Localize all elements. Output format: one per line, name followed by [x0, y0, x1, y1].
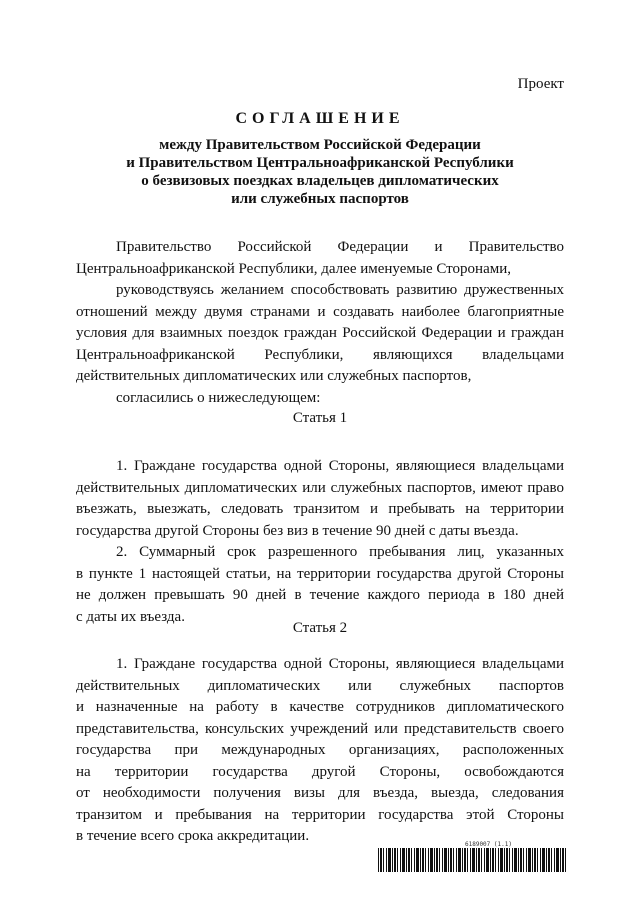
preamble [76, 237, 564, 409]
text-line: не должен превышать 90 дней в течение каждого периода в 180 дней [76, 587, 564, 603]
text-line: 1. Граждане государства одной Стороны, являющиеся владельцами [116, 458, 564, 474]
text-line: транзитом и пребывания на территории государства этой Стороны [76, 806, 564, 823]
text-line: от необходимости получения визы для въезда, выезда, следования [76, 785, 564, 801]
text-line: с даты их въезда. [76, 608, 185, 625]
text-line: в течение всего срока аккредитации. [76, 828, 310, 844]
text-line: 1. Граждане государства одной Стороны, являющиеся владельцами [116, 656, 564, 672]
preamble-paragraph [76, 388, 564, 410]
article-heading: Статья 1 [292, 410, 348, 426]
subtitle-line: о безвизовых поездках владельцев дипломатических [141, 173, 499, 189]
preamble-paragraph [76, 237, 564, 280]
subtitle-line: или служебных паспортов [231, 191, 409, 207]
text-line: действительных дипломатических или служебных паспортов [76, 677, 564, 694]
text-line: государства другой Стороны без виз в течение 90 дней с даты въезда. [76, 522, 519, 539]
text-line: согласились о нижеследующем: [116, 389, 321, 406]
article-heading: Статья 2 [292, 620, 348, 636]
agreement-title: СОГЛАШЕНИЕ [235, 110, 405, 127]
text-line: Центральноафриканской Республики, являющихся владельцами [76, 346, 564, 363]
text-line: и назначенные на работу в качестве сотрудников дипломатического [76, 699, 564, 715]
text-line: отношений между двумя странами и создавать наиболее благоприятные [76, 303, 564, 320]
draft-label: Проект [517, 76, 564, 92]
subtitle-line: между Правительством Российской Федерации [159, 137, 481, 153]
document-stamp: 6189007 (1.1) [465, 841, 512, 848]
text-line: 2. Суммарный срок разрешенного пребывания лиц, указанных [116, 544, 564, 560]
agreement-subtitle [60, 136, 580, 208]
article-paragraph [76, 654, 564, 848]
barcode-icon [378, 848, 566, 872]
text-line: на территории государства другой Стороны, освобождаются [76, 763, 564, 780]
text-line: представительства, консульских учреждений или представительств своего [76, 720, 564, 737]
article-1-body [76, 456, 564, 628]
text-line: въезжать, выезжать, следовать транзитом и пребывать на территории [76, 501, 564, 517]
article-paragraph [76, 456, 564, 542]
subtitle-line: и Правительством Центральноафриканской Республики [126, 155, 514, 171]
text-line: условия для взаимных поездок граждан Российской Федерации и граждан [76, 325, 564, 341]
text-line: Правительство Российской Федерации и Правительство [116, 239, 564, 255]
text-line: Центральноафриканской Республики, далее именуемые Сторонами, [76, 260, 511, 277]
text-line: руководствуясь желанием способствовать развитию дружественных [116, 282, 564, 298]
text-line: действительных дипломатических или служебных паспортов, имеют право [76, 479, 564, 496]
preamble-paragraph [76, 280, 564, 388]
article-paragraph [76, 542, 564, 628]
text-line: действительных дипломатических или служебных паспортов, [76, 368, 472, 384]
text-line: в пункте 1 настоящей статьи, на территории государства другой Стороны [76, 565, 564, 582]
text-line: государства при международных организациях, расположенных [76, 742, 564, 758]
article-2-body [76, 654, 564, 848]
